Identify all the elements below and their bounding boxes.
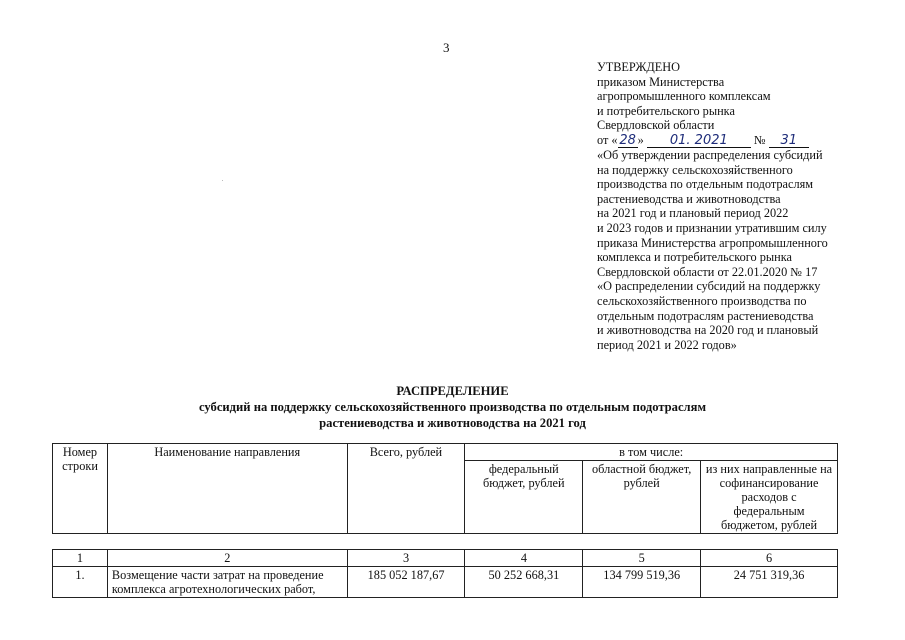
header-total: Всего, рублей [347, 444, 465, 534]
subject-line: на 2021 год и плановый период 2022 [597, 206, 789, 221]
col-num: 4 [465, 550, 583, 567]
date-day: 28 [619, 132, 636, 148]
approval-block [597, 60, 897, 352]
subject-line: на поддержку сельскохозяйственного [597, 162, 793, 177]
approval-line: Свердловской области [597, 118, 715, 133]
approval-line: приказом Министерства [597, 74, 725, 89]
row-cofinancing: 24 751 319,36 [701, 567, 838, 598]
header-name: Наименование направления [107, 444, 347, 534]
page-number: 3 [443, 40, 450, 55]
subject-line: Свердловской области от 22.01.2020 № 17 [597, 264, 818, 279]
row-regional: 134 799 519,36 [583, 567, 701, 598]
subject-line: отдельным подотраслям растениеводства [597, 308, 814, 323]
subject-line: и 2023 годов и признании утратившим силу [597, 220, 827, 235]
subject-line: и животноводства на 2020 год и плановый [597, 323, 819, 338]
subject-line: производства по отдельным подотраслям [597, 177, 814, 192]
subject-line: «Об утверждении распределения субсидий [597, 147, 823, 162]
approval-line: агропромышленного комплексам [597, 89, 771, 104]
distribution-table-body [52, 549, 838, 598]
col-num: 2 [107, 550, 347, 567]
col-num: 1 [53, 550, 108, 567]
col-num: 6 [701, 550, 838, 567]
subject-line: растениеводства и животноводства [597, 191, 781, 206]
header-cofinancing: из них направленные на софинансирование расходов с федеральным бюджетом, рублей [701, 461, 838, 534]
row-number: 1. [53, 567, 108, 598]
header-row-number: Номер строки [53, 444, 108, 534]
document-subtitle: субсидий на поддержку сельскохозяйственного производства по отдельным подотраслям [198, 400, 707, 414]
subject-line: «О распределении субсидий на поддержку [597, 279, 821, 294]
row-federal: 50 252 668,31 [465, 567, 583, 598]
header-including: в том числе: [465, 444, 838, 461]
subject-line: комплекса и потребительского рынка [597, 250, 792, 265]
approval-heading: УТВЕРЖДЕНО [597, 60, 681, 74]
header-regional: областной бюджет, рублей [583, 461, 701, 534]
date-mid: » [637, 132, 644, 147]
subject-line: приказа Министерства агропромышленного [597, 235, 828, 250]
document-title: РАСПРЕДЕЛЕНИЕ [396, 384, 509, 398]
date-month-year: 01. 2021 [647, 135, 751, 148]
column-number-row [53, 550, 838, 567]
table-row [53, 567, 838, 598]
document-subtitle-2: растениеводства и животноводства на 2021 год [319, 416, 586, 430]
col-num: 5 [583, 550, 701, 567]
approval-date-line [597, 133, 897, 148]
scan-speck [222, 180, 223, 181]
order-number: 31 [769, 135, 809, 148]
number-label: № [753, 132, 766, 147]
col-num: 3 [347, 550, 465, 567]
row-name: Возмещение части затрат на проведение комплекса агротехнологических работ, [107, 567, 347, 598]
approval-line: и потребительского рынка [597, 103, 735, 118]
row-total: 185 052 187,67 [347, 567, 465, 598]
distribution-table-header [52, 443, 838, 534]
subject-line: сельскохозяйственного производства по [597, 293, 807, 308]
header-federal: федеральный бюджет, рублей [465, 461, 583, 534]
subject-line: период 2021 и 2022 годов» [597, 337, 737, 352]
date-prefix: от « [597, 132, 618, 147]
